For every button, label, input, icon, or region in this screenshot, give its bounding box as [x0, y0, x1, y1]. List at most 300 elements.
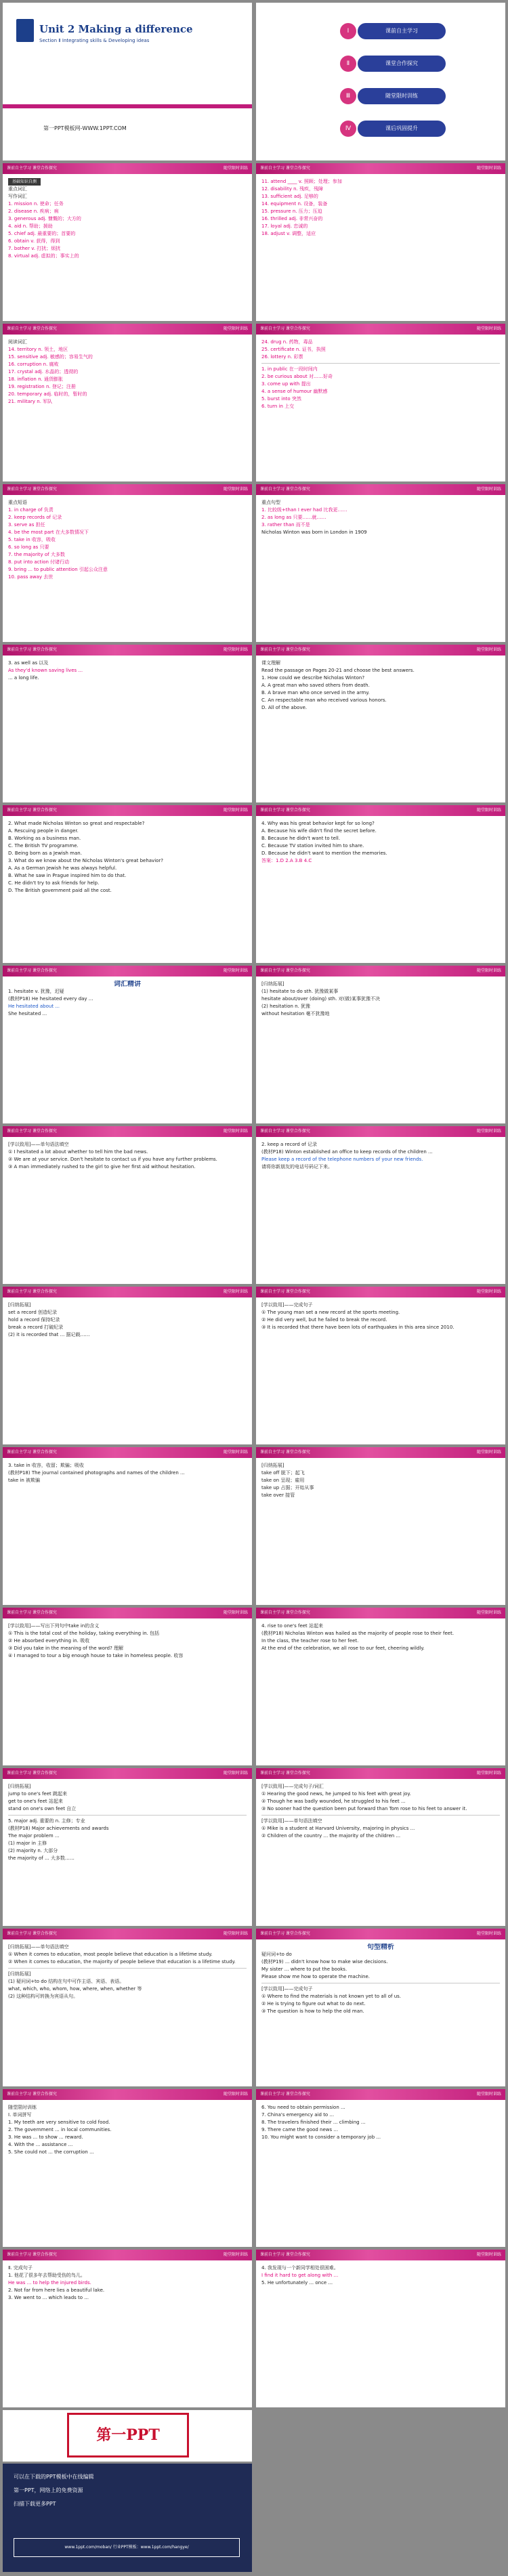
text-line: 7. bother v. 打扰；烦扰	[8, 246, 61, 251]
text-line: C. He didn't try to ask friends for help.	[8, 880, 100, 886]
text-line: 10. You might want to consider a temporary job ...	[261, 2134, 381, 2140]
text-line: ③ A man immediately rushed to the girl to give her first aid without hesitation.	[8, 1164, 196, 1169]
nav-right: 随堂限时训练	[476, 1450, 501, 1455]
slide-header	[256, 2089, 505, 2100]
menu-item-3[interactable]	[345, 88, 446, 104]
slide-header	[256, 966, 505, 976]
text-line: 26. lottery n. 彩票	[261, 354, 303, 360]
text-line: the majority of ... 大多数……	[8, 1855, 75, 1861]
text-line: Read the passage on Pages 20-21 and choose the best answers.	[261, 668, 415, 673]
menu-item-2[interactable]	[346, 56, 446, 72]
nav-right: 随堂限时训练	[476, 1931, 501, 1936]
nav-right: 随堂限时训练	[223, 1289, 248, 1294]
slide-body	[8, 2264, 247, 2403]
slide-27[interactable]	[3, 2089, 252, 2247]
slide-8[interactable]	[256, 484, 505, 642]
slide-15[interactable]	[3, 1126, 252, 1284]
text-line: (1) hesitate to do sth. 犹豫做某事	[261, 989, 339, 994]
text-line: (教材P18) He hesitated every day ...	[8, 996, 93, 1002]
nav-left: 课前自主学习 课堂合作探究	[260, 326, 310, 331]
text-line: ② When it comes to education, the majority of people believe that education is a lifetime study.	[8, 1959, 236, 1965]
section-heading: 词汇精讲	[114, 981, 141, 988]
slide-body	[8, 499, 247, 638]
text-line: jump to one's feet 跳起来	[8, 1791, 67, 1797]
text-line: D. The British government paid all the cost.	[8, 888, 112, 893]
nav-left: 课前自主学习 课堂合作探究	[7, 326, 57, 331]
text-line: 2. be curious about 对……好奇	[261, 374, 333, 379]
text-line: 1. hesitate v. 犹豫，迟疑	[8, 989, 64, 994]
text-line: ② We are at your service. Don't hesitate to contact us if you have any further problems.	[8, 1157, 217, 1162]
text-line: D. All of the above.	[261, 705, 308, 710]
nav-right: 随堂限时训练	[476, 1771, 501, 1776]
slide-header	[256, 1126, 505, 1137]
slide-body	[8, 339, 247, 477]
text-line: 1. in charge of 负责	[8, 507, 54, 513]
slide-body	[8, 660, 247, 798]
text-line: ② He did very well, but he failed to break the record.	[261, 1317, 387, 1323]
slide-19[interactable]	[3, 1447, 252, 1605]
text-line: 18. adjust v. 调整，适应	[261, 231, 316, 236]
slide-20[interactable]	[256, 1447, 505, 1605]
text-line: 9. There came the good news ...	[261, 2127, 339, 2132]
text-line: stand on one's own feet 自立	[8, 1806, 77, 1811]
text-line: 6. obtain v. 获得，得到	[8, 238, 60, 244]
text-line: take up 占据；开始从事	[261, 1485, 314, 1490]
text-line: 3. come up with 提出	[261, 381, 311, 387]
text-line: ① I hesitated a lot about whether to tell him the bad news.	[8, 1149, 148, 1155]
nav-left: 课前自主学习 课堂合作探究	[7, 1450, 57, 1455]
slide-header	[3, 805, 252, 816]
nav-right: 随堂限时训练	[476, 1610, 501, 1615]
nav-left: 课前自主学习 课堂合作探究	[260, 808, 310, 813]
text-line: ... a long life.	[8, 675, 39, 681]
slide-header	[3, 1768, 252, 1779]
text-line: [归纳拓展]——单句语法填空	[8, 1944, 69, 1950]
slide-body	[261, 2264, 500, 2403]
slide-22[interactable]	[256, 1608, 505, 1765]
slide-body	[8, 1141, 247, 1280]
text-line: 8. put into action 付诸行动	[8, 559, 70, 565]
text-line: take off 脱下；起飞	[261, 1470, 305, 1476]
slide-header	[256, 1608, 505, 1618]
text-line: take in 被欺骗	[8, 1478, 40, 1483]
text-line: In the class, the teacher rose to her feet.	[261, 1638, 359, 1644]
menu-item-1[interactable]	[347, 23, 446, 39]
text-line: ④ I managed to tour a big enough house to take in homeless people. 收容	[8, 1653, 184, 1658]
text-line: [学以致用]——完成句子	[261, 1302, 313, 1308]
text-line: what, which, who, whom, how, where, when, whether 等	[8, 1986, 142, 1992]
menu-label: 课前自主学习	[385, 28, 418, 34]
menu-label: 课后巩固提升	[385, 125, 418, 131]
nav-right: 随堂限时训练	[223, 326, 248, 331]
slide-header	[256, 805, 505, 816]
nav-left: 课前自主学习 课堂合作探究	[7, 1931, 57, 1936]
nav-right: 随堂限时训练	[476, 808, 501, 813]
slide-25[interactable]	[3, 1929, 252, 2086]
text-line: 2. disease n. 疾病；病	[8, 209, 59, 214]
text-line: 9. bring ... to public attention 引起公众注意	[8, 567, 108, 572]
text-line: 1. 比较级+than I ever had 比我更……	[261, 507, 347, 513]
text-line: ② He absorbed everything in. 吸收	[8, 1638, 90, 1644]
slide-body	[261, 2104, 500, 2243]
text-line: 6. so long as 只要	[8, 544, 49, 550]
text-line: ② Children of the country ... the majority of the children ...	[261, 1833, 401, 1839]
nav-left: 课前自主学习 课堂合作探究	[260, 2252, 310, 2257]
text-line: I find it hard to get along with ...	[261, 2273, 339, 2278]
slide-23[interactable]	[3, 1768, 252, 1926]
text-line: 18. inflation n. 通货膨胀	[8, 377, 63, 382]
text-line: 14. territory n. 领土，地区	[8, 347, 68, 352]
text-line: 1. How could we describe Nicholas Winton?	[261, 675, 365, 681]
text-line: 3. take in 收容，收留；欺骗；吸收	[8, 1463, 84, 1468]
text-line: [归纳拓展]	[8, 1302, 31, 1308]
text-line: 4. 我发现与一个新同学相处很困难。	[261, 2265, 339, 2271]
cover-title-block	[39, 23, 193, 43]
slide-header	[3, 484, 252, 495]
text-line: without hesitation 毫不犹豫地	[261, 1011, 330, 1016]
text-line: C. The British TV programme.	[8, 843, 79, 849]
nav-right: 随堂限时训练	[223, 968, 248, 973]
roman-numeral-icon: Ⅰ	[340, 23, 356, 39]
slide-header	[3, 2250, 252, 2260]
slide-body	[8, 1462, 247, 1601]
text-line: A. A great man who saved others from death.	[261, 683, 370, 688]
text-line: A. Rescuing people in danger.	[8, 828, 79, 834]
nav-right: 随堂限时训练	[223, 808, 248, 813]
text-line: C. Because TV station invited him to share.	[261, 843, 364, 849]
answer-line: 答案：1.D 2.A 3.B 4.C	[261, 858, 312, 863]
slide-14[interactable]	[256, 966, 505, 1123]
text-line: ① Mike is a student at Harvard University, majoring in physics ...	[261, 1826, 415, 1831]
nav-left: 课前自主学习 课堂合作探究	[7, 1289, 57, 1294]
slide-header	[3, 1447, 252, 1458]
nav-left: 课前自主学习 课堂合作探究	[260, 1771, 310, 1776]
text-line: (2) it is recorded that ... 据记载……	[8, 1332, 90, 1337]
book-icon	[16, 19, 34, 42]
slide-21[interactable]	[3, 1608, 252, 1765]
nav-right: 随堂限时训练	[223, 2252, 248, 2257]
slide-24[interactable]	[256, 1768, 505, 1926]
text-line: Ⅱ. 完成句子	[8, 2265, 33, 2271]
nav-right: 随堂限时训练	[223, 1450, 248, 1455]
slide-header	[256, 1929, 505, 1939]
text-line: 4. rise to one's feet 站起来	[261, 1623, 324, 1629]
slide-body	[261, 981, 500, 1119]
slide-10[interactable]	[256, 645, 505, 802]
text-line: A. As a German Jewish he was always helpful.	[8, 865, 117, 871]
text-line: 16. corruption n. 腐败	[8, 362, 59, 367]
text-line: (教材P18) The journal contained photographs and names of the children ...	[8, 1470, 185, 1476]
footer-line-3: 扫描下载更多PPT	[14, 2501, 56, 2507]
slide-body	[261, 1623, 500, 1761]
slide-4[interactable]	[256, 163, 505, 321]
text-line: 15. sensitive adj. 敏感的；容易生气的	[8, 354, 93, 360]
text-line: (教材P18) Nicholas Winton was hailed as the majority of people rose to their feet.	[261, 1631, 454, 1636]
text-line: 2. keep records of 记录	[8, 515, 62, 520]
footer-panel	[3, 2464, 252, 2572]
slide-body	[261, 1302, 500, 1440]
text-line: hold a record 保持纪录	[8, 1317, 60, 1323]
text-line: 重点句型	[261, 500, 280, 505]
text-line: 请将你新朋友的电话号码记下来。	[261, 1164, 333, 1169]
text-line: 10. pass away 去世	[8, 574, 54, 580]
footer-line-2: 第一PPT，网络上的免费资源	[14, 2487, 83, 2493]
slide-9[interactable]	[3, 645, 252, 802]
nav-right: 随堂限时训练	[223, 1610, 248, 1615]
nav-right: 随堂限时训练	[476, 166, 501, 171]
text-line: 重点词汇	[8, 186, 27, 192]
text-line: (1) major in 主修	[8, 1841, 47, 1846]
text-line: 5. He unfortunately ... once ...	[261, 2280, 333, 2285]
slide-3[interactable]	[3, 163, 252, 321]
text-line: B. Because he didn't want to tell.	[261, 836, 341, 841]
nav-left: 课前自主学习 课堂合作探究	[260, 2092, 310, 2097]
text-line: 2. Not far from here lies a beautiful lake.	[8, 2288, 105, 2293]
text-line: get to one's feet 站起来	[8, 1799, 63, 1804]
nav-left: 课前自主学习 课堂合作探究	[260, 968, 310, 973]
nav-right: 随堂限时训练	[476, 326, 501, 331]
text-line: D. Being born as a Jewish man.	[8, 851, 82, 856]
text-line: 19. registration n. 登记；注册	[8, 384, 76, 389]
roman-numeral-icon: Ⅱ	[340, 56, 356, 72]
slide-12[interactable]	[256, 805, 505, 963]
slide-body	[8, 981, 247, 1119]
text-line: 20. temporary adj. 临时的，暂时的	[8, 391, 87, 397]
text-line: 5. She could not ... the corruption ...	[8, 2149, 94, 2155]
slide-body	[8, 1944, 247, 2082]
text-line: set a record 创造纪录	[8, 1310, 58, 1315]
slide-header	[256, 1287, 505, 1297]
nav-right: 随堂限时训练	[223, 166, 248, 171]
text-line: 2. What made Nicholas Winton so great and respectable?	[8, 821, 145, 826]
divider	[8, 1968, 247, 1969]
slide-13[interactable]	[3, 966, 252, 1123]
text-line: break a record 打破纪录	[8, 1325, 64, 1330]
slide-menu[interactable]	[256, 3, 505, 160]
text-line: B. Working as a business man.	[8, 836, 81, 841]
section-heading: 句型精析	[367, 1944, 394, 1951]
text-line: As they'd known saving lives ...	[8, 668, 83, 673]
nav-right: 随堂限时训练	[223, 487, 248, 492]
text-line: 5. take in 收容，吸收	[8, 537, 56, 542]
text-line: 8. virtual adj. 虚拟的；事实上的	[8, 253, 79, 259]
text-line: 12. disability n. 残疾，残障	[261, 186, 323, 192]
slide-18[interactable]	[256, 1287, 505, 1444]
slide-28[interactable]	[256, 2089, 505, 2247]
text-line: [学以致用]——写出下列句中take in的含义	[8, 1623, 100, 1629]
menu-label: 随堂限时训练	[385, 93, 418, 99]
slide-5[interactable]	[3, 324, 252, 481]
text-line: 17. crystal adj. 水晶的；透彻的	[8, 369, 79, 374]
text-line: take over 接管	[261, 1493, 295, 1498]
divider	[261, 363, 500, 364]
text-line: (2) majority n. 大部分	[8, 1848, 58, 1853]
text-line: 7. the majority of 大多数	[8, 552, 65, 557]
unit-title: Unit 2 Making a difference	[39, 23, 193, 35]
text-line: 11. attend ____ v. 照顾；处理；参加	[261, 179, 342, 184]
slide-body	[8, 1623, 247, 1761]
slide-30[interactable]	[256, 2250, 505, 2407]
slide-header	[3, 645, 252, 656]
section-heading: 基础知识自测	[8, 178, 247, 186]
text-line: [学以致用]——单句语法填空	[8, 1142, 69, 1147]
nav-left: 课前自主学习 课堂合作探究	[260, 1931, 310, 1936]
nav-left: 课前自主学习 课堂合作探究	[7, 2252, 57, 2257]
nav-right: 随堂限时训练	[476, 2092, 501, 2097]
slide-header	[3, 1126, 252, 1137]
nav-right: 随堂限时训练	[476, 647, 501, 652]
slide-body	[261, 820, 500, 959]
nav-left: 课前自主学习 课堂合作探究	[7, 166, 57, 171]
slide-header	[3, 324, 252, 335]
nav-left: 课前自主学习 课堂合作探究	[260, 1129, 310, 1134]
text-line: 重点短语	[8, 500, 27, 505]
slide-body	[8, 178, 247, 317]
text-line: 3. as well as 以及	[8, 660, 49, 666]
text-line: 随堂限时训练	[8, 2105, 37, 2110]
slide-header	[256, 1768, 505, 1779]
slide-header	[256, 645, 505, 656]
text-line: 6. turn in 上交	[261, 404, 295, 409]
slide-body	[261, 1944, 500, 2082]
slide-header	[256, 324, 505, 335]
text-line: 1. in public 在一段时间内	[261, 366, 318, 372]
roman-numeral-icon: Ⅳ	[340, 121, 356, 137]
text-line: (2) hesitation n. 犹豫	[261, 1004, 311, 1009]
text-line: (教材P18) Winton established an office to keep records of the children ...	[261, 1149, 433, 1155]
text-line: 4. With the ... assistance ...	[8, 2142, 73, 2147]
text-line: ① Where to find the materials is not known yet to all of us.	[261, 1994, 402, 1999]
section-title: Section Ⅱ Integrating skills & Developing ideas	[39, 38, 150, 43]
slide-header	[256, 2250, 505, 2260]
site-text: 第一PPT模板网-WWW.1PPT.COM	[43, 125, 127, 131]
text-line: 2. The government ... in local communities.	[8, 2127, 112, 2132]
text-line: 14. equipment n. 设备，装备	[261, 201, 328, 207]
text-line: D. Because he didn't want to mention the memories.	[261, 851, 387, 856]
nav-left: 课前自主学习 课堂合作探究	[7, 1129, 57, 1134]
text-line: 1. mission n. 使命；任务	[8, 201, 64, 207]
text-line: 4. be the most part 在大多数情况下	[8, 530, 89, 535]
text-line: 阅读词汇	[8, 339, 27, 345]
nav-left: 课前自主学习 课堂合作探究	[260, 166, 310, 171]
text-line: C. An respectable man who received various honors.	[261, 697, 387, 703]
nav-left: 课前自主学习 课堂合作探究	[260, 1610, 310, 1615]
text-line: Please show me how to operate the machine.	[261, 1974, 371, 1979]
slide-header	[256, 1447, 505, 1458]
text-line: [学以致用]——完成句子	[261, 1986, 313, 1992]
text-line: 5. chief adj. 最重要的；首要的	[8, 231, 76, 236]
nav-right: 随堂限时训练	[476, 1129, 501, 1134]
slide-body	[261, 1783, 500, 1922]
text-line: 13. sufficient adj. 足够的	[261, 194, 318, 199]
text-line: 写作词汇	[8, 194, 27, 199]
nav-left: 课前自主学习 课堂合作探究	[7, 487, 57, 492]
nav-right: 随堂限时训练	[223, 1931, 248, 1936]
slide-body	[8, 1783, 247, 1922]
slide-body	[8, 2104, 247, 2243]
slide-7[interactable]	[3, 484, 252, 642]
text-line: B. A brave man who once served in the army.	[261, 690, 370, 695]
text-line: (1) 疑问词+to do 结构在句中可作主语、宾语、表语。	[8, 1979, 125, 1984]
text-line: 17. loyal adj. 忠诚的	[261, 223, 308, 229]
text-line: 3. rather than 而不是	[261, 522, 310, 528]
text-line: ③ The question is how to help the old man.	[261, 2009, 364, 2014]
brand-logo: 第一PPT	[67, 2413, 189, 2457]
text-line: 25. certificate n. 证书，执照	[261, 347, 326, 352]
text-line: 21. military n. 军队	[8, 399, 53, 404]
menu-label: 课堂合作探究	[385, 60, 418, 66]
text-line: 5. major adj. 重要的 n. 主修；专业	[8, 1818, 85, 1824]
nav-right: 随堂限时训练	[223, 1771, 248, 1776]
text-line: ③ No sooner had the question been put forward than Tom rose to his feet to answer it.	[261, 1806, 467, 1811]
text-line: 4. a sense of humour 幽默感	[261, 389, 328, 394]
text-line: 8. The travelers finished their ... climbing ...	[261, 2120, 366, 2125]
text-line: He hesitated about ...	[8, 1004, 60, 1009]
nav-left: 课前自主学习 课堂合作探究	[7, 968, 57, 973]
nav-right: 随堂限时训练	[476, 968, 501, 973]
text-line: Nicholas Winton was born in London in 1909	[261, 530, 367, 535]
text-line: [归纳拓展]	[261, 981, 284, 987]
text-line: (2) 这种结构可转换为宾语从句。	[8, 1994, 79, 1999]
nav-left: 课前自主学习 课堂合作探究	[260, 1289, 310, 1294]
nav-left: 课前自主学习 课堂合作探究	[7, 808, 57, 813]
slide-29[interactable]	[3, 2250, 252, 2407]
slide-cover[interactable]	[3, 3, 252, 160]
text-line: Ⅰ. 单词拼写	[8, 2112, 32, 2118]
footer-link-button[interactable]: www.1ppt.com/moban/ 行业PPT模板：www.1ppt.com/hangye/	[14, 2538, 240, 2557]
text-line: (教材P19) ... didn't know how to make wise decisions.	[261, 1959, 388, 1965]
text-line: 2. as long as 只要……就……	[261, 515, 326, 520]
slide-header	[3, 2089, 252, 2100]
logo-panel	[3, 2410, 252, 2462]
text-line: 4. Why was his great behavior kept for so long?	[261, 821, 375, 826]
text-line: ③ It is recorded that there have been lots of earthquakes in this area since 2010.	[261, 1325, 454, 1330]
text-line: 2. keep a record of 记录	[261, 1142, 318, 1147]
text-line: [归纳拓展]	[261, 1463, 284, 1468]
slide-body	[8, 1302, 247, 1440]
nav-left: 课前自主学习 课堂合作探究	[260, 487, 310, 492]
slide-11[interactable]	[3, 805, 252, 963]
text-line: ② Though he was badly wounded, he struggled to his feet ...	[261, 1799, 406, 1804]
slide-6[interactable]	[256, 324, 505, 481]
text-line: 课文理解	[261, 660, 280, 666]
nav-left: 课前自主学习 课堂合作探究	[7, 1610, 57, 1615]
text-line: 3. serve as 担任	[8, 522, 45, 528]
nav-left: 课前自主学习 课堂合作探究	[7, 647, 57, 652]
slide-body	[8, 820, 247, 959]
nav-right: 随堂限时训练	[223, 647, 248, 652]
nav-left: 课前自主学习 课堂合作探究	[260, 647, 310, 652]
text-line: 7. China's emergency aid to ...	[261, 2112, 335, 2118]
slide-17[interactable]	[3, 1287, 252, 1444]
slide-header	[3, 163, 252, 174]
slide-body	[261, 660, 500, 798]
text-line: ① When it comes to education, most people believe that education is a lifetime study.	[8, 1952, 213, 1957]
text-line: 3. generous adj. 慷慨的；大方的	[8, 216, 81, 221]
text-line: 疑问词+to do	[261, 1952, 292, 1957]
text-line: 24. drug n. 药物，毒品	[261, 339, 313, 345]
text-line: (教材P18) Major achievements and awards	[8, 1826, 109, 1831]
text-line: 4. aid n. 帮助；援助	[8, 223, 53, 229]
text-line: ① Hearing the good news, he jumped to his feet with great joy.	[261, 1791, 411, 1797]
slide-26[interactable]	[256, 1929, 505, 2086]
text-line: [归纳拓展]	[8, 1784, 31, 1789]
slide-body	[261, 499, 500, 638]
menu-item-4[interactable]	[345, 121, 446, 137]
slide-16[interactable]	[256, 1126, 505, 1284]
roman-numeral-icon: Ⅲ	[340, 88, 356, 104]
text-line: She hesitated ...	[8, 1011, 47, 1016]
